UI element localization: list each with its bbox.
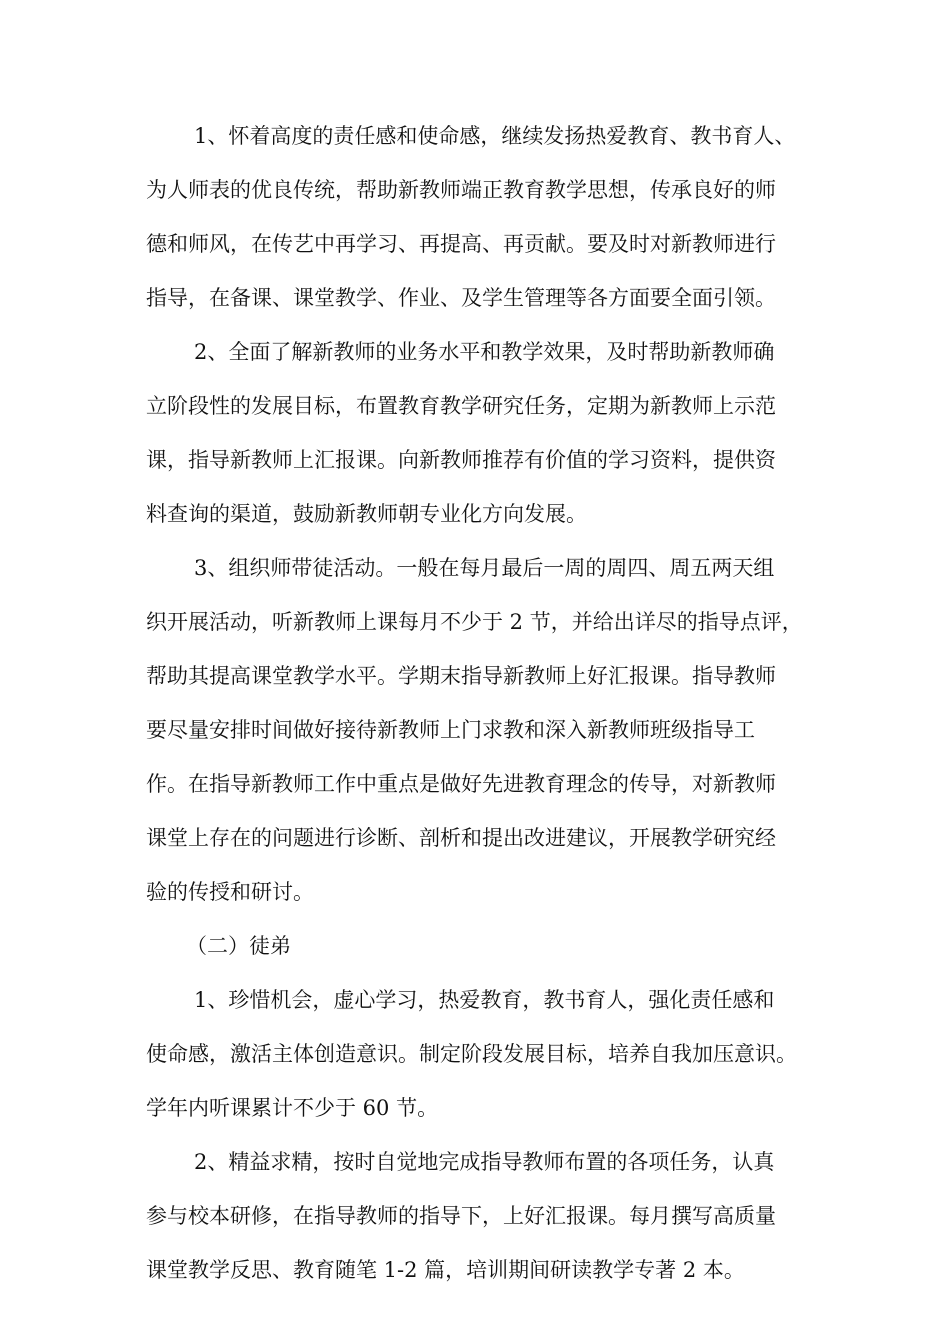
- paragraph-line: 课，指导新教师上汇报课。向新教师推荐有价值的学习资料，提供资: [146, 448, 776, 472]
- paragraph-line: 织开展活动，听新教师上课每月不少于 2 节，并给出详尽的指导点评，: [146, 610, 803, 634]
- paragraph-line: 课堂教学反思、教育随笔 1-2 篇，培训期间研读教学专著 2 本。: [146, 1258, 745, 1282]
- paragraph-line: 1、怀着高度的责任感和使命感，继续发扬热爱教育、教书育人、: [194, 124, 796, 148]
- paragraph-line: 使命感，激活主体创造意识。制定阶段发展目标，培养自我加压意识。: [146, 1042, 797, 1066]
- paragraph-line: 指导，在备课、课堂教学、作业、及学生管理等各方面要全面引领。: [146, 286, 776, 310]
- paragraph-line: 2、全面了解新教师的业务水平和教学效果，及时帮助新教师确: [194, 340, 775, 364]
- paragraph-line: 料查询的渠道，鼓励新教师朝专业化方向发展。: [146, 502, 587, 526]
- paragraph-line: 验的传授和研讨。: [146, 880, 314, 904]
- paragraph-line: 课堂上存在的问题进行诊断、剖析和提出改进建议，开展教学研究经: [146, 826, 776, 850]
- paragraph-line: 为人师表的优良传统，帮助新教师端正教育教学思想，传承良好的师: [146, 178, 776, 202]
- paragraph-line: 2、精益求精，按时自觉地完成指导教师布置的各项任务，认真: [194, 1150, 775, 1174]
- paragraph-line: 3、组织师带徒活动。一般在每月最后一周的周四、周五两天组: [194, 556, 775, 580]
- paragraph-line: 学年内听课累计不少于 60 节。: [146, 1096, 439, 1120]
- paragraph-line: 1、珍惜机会，虚心学习，热爱教育，教书育人，强化责任感和: [194, 988, 775, 1012]
- paragraph-line: 立阶段性的发展目标，布置教育教学研究任务，定期为新教师上示范: [146, 394, 776, 418]
- paragraph-line: 作。在指导新教师工作中重点是做好先进教育理念的传导，对新教师: [146, 772, 776, 796]
- paragraph-line: 帮助其提高课堂教学水平。学期末指导新教师上好汇报课。指导教师: [146, 664, 776, 688]
- paragraph-line: 要尽量安排时间做好接待新教师上门求教和深入新教师班级指导工: [146, 718, 755, 742]
- paragraph-line: 参与校本研修，在指导教师的指导下，上好汇报课。每月撰写高质量: [146, 1204, 776, 1228]
- paragraph-line: 德和师风，在传艺中再学习、再提高、再贡献。要及时对新教师进行: [146, 232, 776, 256]
- section-heading: （二）徒弟: [186, 934, 291, 958]
